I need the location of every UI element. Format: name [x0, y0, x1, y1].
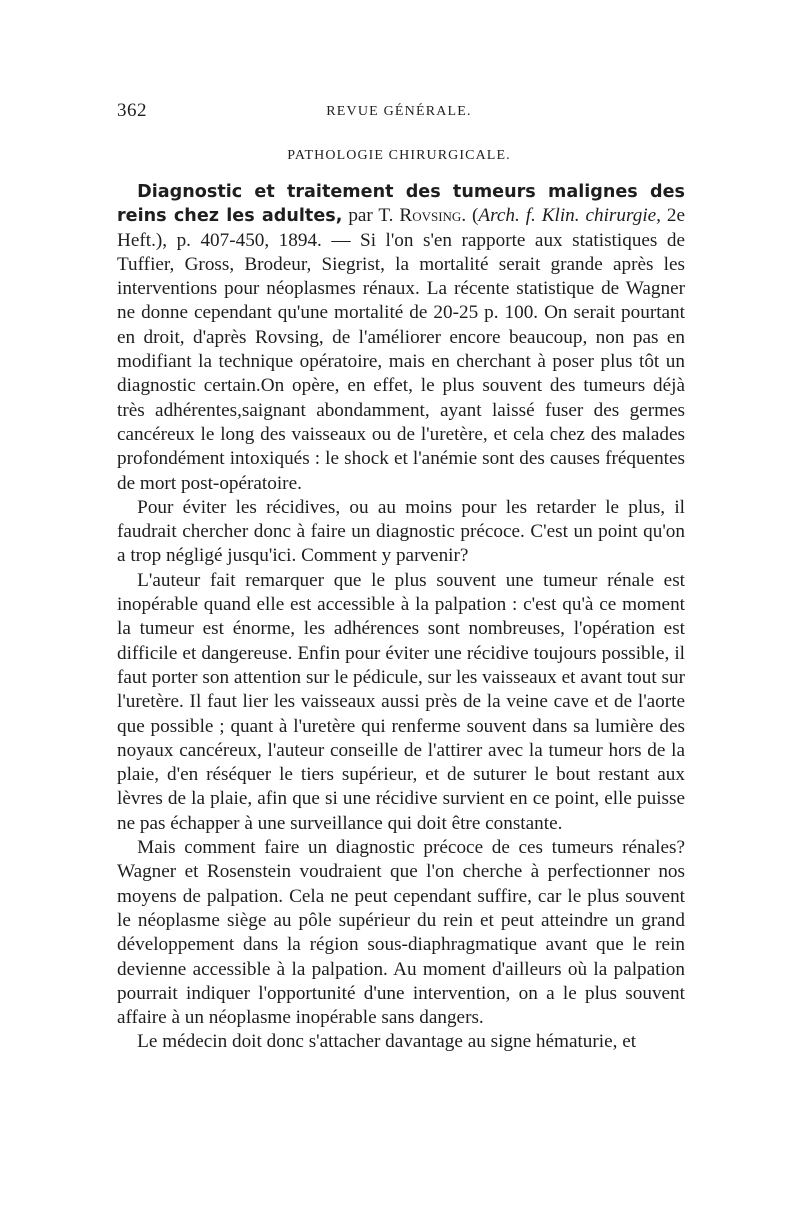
paragraph-4: Mais comment faire un diagnostic précoce de ces tumeurs rénales? Wagner et Rosenstein voudraient que l'on cherche à perfectionner nos moyens de palpation. Cela ne peut cependant suffire, car le plus souvent le néoplasme siège au pôle supérieur du rein et peut atteindre un grand développement dans la région sous-diaphragmatique avant que le rein devienne accessible à la palpation. Au moment d'ailleurs où la palpation pourrait indiquer l'opportunité d'une intervention, on a le plus souvent affaire à un néoplasme inopérable sans dangers.	[117, 837, 685, 1029]
article-body	[117, 180, 685, 1055]
paragraph-5: Le médecin doit donc s'attacher davantage au signe hématurie, et	[137, 1031, 637, 1053]
section-title: PATHOLOGIE CHIRURGICALE.	[287, 148, 511, 163]
page-header	[117, 100, 681, 130]
running-head: REVUE GÉNÉRALE.	[326, 104, 472, 119]
author-name: Rovsing	[399, 205, 462, 227]
paragraph-3: L'auteur fait remarquer que le plus souvent une tumeur rénale est inopérable quand elle est accessible à la palpation : c'est qu'à ce moment la tumeur est énorme, les adhérences sont nombreuses, l'opération est difficile et dangereuse. Enfin pour éviter une récidive toujours possible, il faut porter son attention sur le pédicule, sur les vaisseaux et avant tout sur l'uretère. Il faut lier les vaisseaux aussi près de la veine cave et de l'aorte que possible ; quant à l'uretère qui renferme souvent dans sa lumière des noyaux cancéreux, l'auteur conseille de l'attirer avec la tumeur hors de la plaie, d'en réséquer le tiers supérieur, et de suturer le bout restant aux lèvres de la plaie, afin que si une récidive survient en ce point, elle puisse ne pas échapper à une surveillance qui doit être constante.	[117, 569, 685, 834]
paragraph-2: Pour éviter les récidives, ou au moins pour les retarder le plus, il faudrait chercher donc à faire un diagnostic précoce. C'est un point qu'on a trop négligé jusqu'ici. Comment y parvenir?	[117, 496, 685, 567]
paragraph-1-text: 2e Heft.), p. 407-450, 1894. — Si l'on s'en rapporte aux statistiques de Tuffier, Gross, Brodeur, Siegrist, la mortalité serait grande après les interventions pour néoplasmes rénaux. La récente statistique de Wagner ne donne cependant qu'une mortalité de 20-25 p. 100. On serait pourtant en droit, d'après Rovsing, de l'améliorer encore beaucoup, non pas en modifiant la technique opératoire, mais en cherchant à poser plus tôt un diagnostic certain.On opère, en effet, le plus souvent des tumeurs déjà très adhérentes,saignant abondamment, ayant laissé fuser des germes cancéreux le long des vaisseaux ou de l'uretère, et cela chez des malades profondément intoxiqués : le shock et l'anémie sont des causes fréquentes de mort post-opératoire.	[117, 205, 685, 494]
page-number: 362	[117, 100, 147, 121]
paragraph-1	[117, 180, 685, 496]
article-title: Diagnostic et traitement des tumeurs malignes des reins chez les adultes,	[117, 182, 685, 227]
journal-name: Arch. f. Klin. chirurgie,	[478, 205, 661, 227]
author-prefix: par T.	[342, 205, 400, 227]
reference-open: . (	[461, 205, 479, 227]
